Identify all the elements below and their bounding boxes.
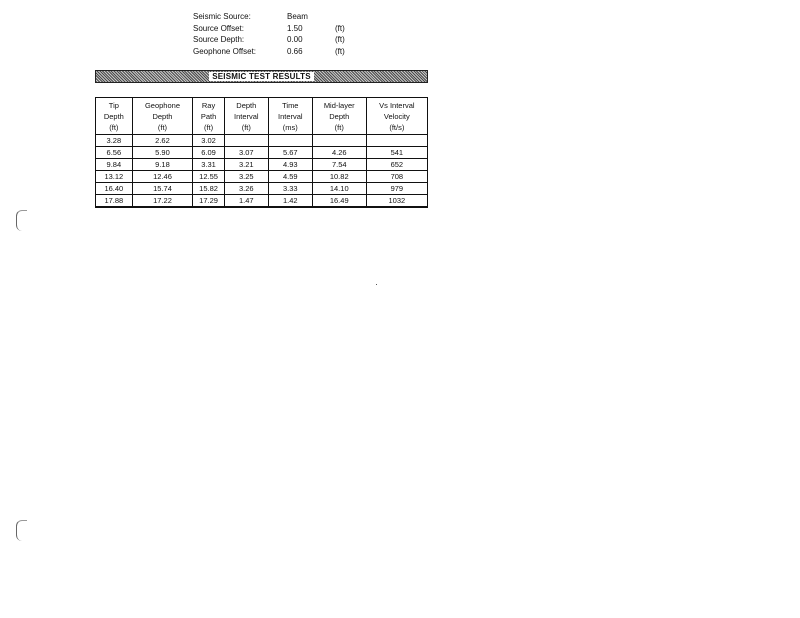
results-banner [95,70,428,83]
table-cell [366,135,427,147]
table-cell: 9.18 [132,159,193,171]
table-cell: 3.21 [224,159,268,171]
table-cell: 7.54 [312,159,366,171]
table-cell: 4.59 [268,171,312,183]
table-cell: 4.26 [312,147,366,159]
table-cell: 3.26 [224,183,268,195]
table-cell: 5.67 [268,147,312,159]
table-cell: 15.82 [193,183,225,195]
table-cell: 14.10 [312,183,366,195]
param-value: 0.66 [287,46,303,56]
table-cell: 12.46 [132,171,193,183]
table-cell: 3.33 [268,183,312,195]
table-header-row [96,98,428,135]
table-cell: 1.47 [224,195,268,208]
table-cell: 15.74 [132,183,193,195]
table-cell: 3.02 [193,135,225,147]
banner-title: SEISMIC TEST RESULTS [209,72,314,81]
table-cell: 3.31 [193,159,225,171]
table-cell: 17.22 [132,195,193,208]
table-cell: 6.56 [96,147,133,159]
param-unit [335,11,365,23]
param-row-source-offset [193,23,365,35]
table-cell: 9.84 [96,159,133,171]
table-cell: 17.29 [193,195,225,208]
param-value: 0.00 [287,35,303,44]
table-row [96,195,428,208]
table-cell: 12.55 [193,171,225,183]
table-cell: 1.42 [268,195,312,208]
param-label: Source Offset: [193,23,244,33]
table-row [96,159,428,171]
param-label: Geophone Offset: [193,46,257,56]
table-cell: 4.93 [268,159,312,171]
param-row-source-depth [193,34,365,46]
table-cell: 2.62 [132,135,193,147]
table-cell: 3.07 [224,147,268,159]
table-cell [268,135,312,147]
param-value: 1.50 [287,23,303,33]
seismic-results-table [95,97,428,208]
param-unit: (ft) [335,46,345,56]
col-header-vs-interval-velocity: Vs Interval Velocity (ft/s) [366,98,427,135]
table-row [96,135,428,147]
table-row [96,171,428,183]
table-cell: 6.09 [193,147,225,159]
table-cell: 10.82 [312,171,366,183]
table-cell: 979 [366,183,427,195]
table-cell: 652 [366,159,427,171]
table-cell: 3.28 [96,135,133,147]
table-cell: 1032 [366,195,427,208]
col-header-time-interval: Time Interval (ms) [268,98,312,135]
param-value: Beam [287,12,308,21]
table-cell: 17.88 [96,195,133,208]
col-header-ray-path: Ray Path (ft) [193,98,225,135]
seismic-parameters [193,11,365,57]
punch-hole-mark [16,520,27,541]
table-cell: 13.12 [96,171,133,183]
col-header-geophone-depth: Geophone Depth (ft) [132,98,193,135]
speck-mark [376,284,377,285]
param-label: Seismic Source: [193,12,251,21]
table-cell: 708 [366,171,427,183]
table-cell [312,135,366,147]
table-cell: 3.25 [224,171,268,183]
param-row-geophone-offset [193,46,365,58]
table-row [96,147,428,159]
table-row [96,183,428,195]
punch-hole-mark [16,210,27,231]
col-header-depth-interval: Depth Interval (ft) [224,98,268,135]
col-header-mid-layer-depth: Mid-layer Depth (ft) [312,98,366,135]
param-unit: (ft) [335,23,345,33]
table-cell: 16.49 [312,195,366,208]
table-cell: 541 [366,147,427,159]
param-unit: (ft) [335,35,345,44]
table-cell: 16.40 [96,183,133,195]
param-label: Source Depth: [193,35,245,44]
table-cell [224,135,268,147]
param-row-source [193,11,365,23]
col-header-tip-depth: Tip Depth (ft) [96,98,133,135]
table-cell: 5.90 [132,147,193,159]
